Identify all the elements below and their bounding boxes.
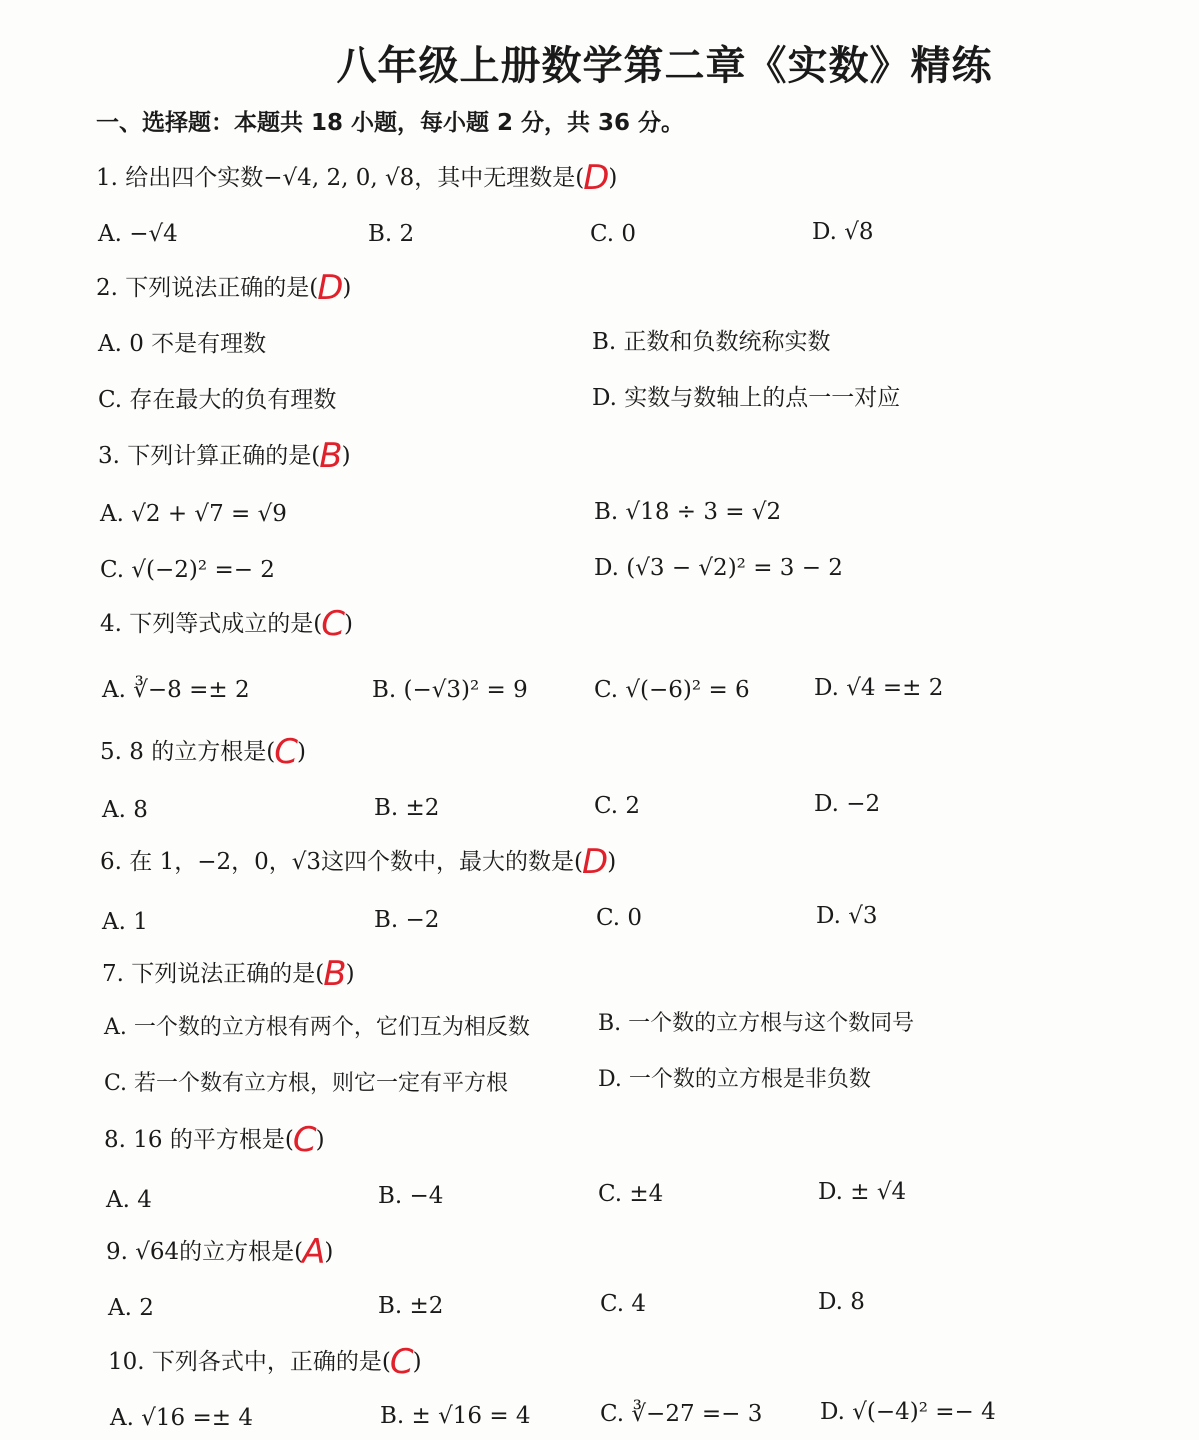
answer-mark: C [321,604,345,644]
option-b: B. 2 [368,221,415,247]
answer-mark: D [317,268,344,308]
question-close: ) [324,1239,334,1265]
question-1 [96,158,618,198]
option-b: B. ± √16 = 4 [380,1403,531,1429]
option-b: B. 一个数的立方根与这个数同号 [598,1011,915,1036]
question-6 [100,842,617,882]
answer-mark: D [582,842,609,882]
option-a: A. √2 + √7 = √9 [100,501,287,527]
option-b: B. −2 [374,907,440,933]
option-d: D. √8 [812,219,874,245]
answer-mark: D [583,158,610,198]
question-close: ) [412,1349,422,1375]
option-a: A. 4 [106,1187,152,1213]
option-c: C. 若一个数有立方根，则它一定有平方根 [104,1071,509,1096]
question-stem: 8. 16 的平方根是( [104,1127,294,1153]
option-b: B. ±2 [374,795,440,821]
option-d: D. ± √4 [818,1179,907,1205]
answer-mark: A [302,1232,326,1272]
question-stem: 10. 下列各式中，正确的是( [108,1349,391,1375]
question-stem: 2. 下列说法正确的是( [96,275,319,301]
option-c: C. 2 [594,793,641,819]
option-b: B. −4 [378,1183,444,1209]
question-7 [102,954,355,994]
question-close: ) [296,739,306,765]
option-a: A. ∛−8 =± 2 [102,677,250,703]
question-close: ) [345,961,355,987]
answer-mark: C [389,1342,414,1382]
option-b: B. 正数和负数统称实数 [592,329,831,355]
option-c: C. 0 [590,221,637,247]
question-2 [96,268,352,308]
question-4 [100,604,353,644]
question-close: ) [607,849,617,875]
option-d: D. 8 [818,1289,865,1315]
option-d: D. 一个数的立方根是非负数 [598,1067,871,1092]
option-d: D. −2 [814,791,881,817]
question-10 [108,1342,422,1382]
question-8 [104,1120,325,1160]
question-close: ) [343,611,353,637]
option-a: A. 8 [102,797,148,823]
option-a: A. 1 [102,909,148,935]
option-a: A. −√4 [98,221,178,247]
option-d: D. 实数与数轴上的点一一对应 [592,385,901,411]
question-stem: 5. 8 的立方根是( [100,739,276,765]
question-5 [100,732,306,772]
option-d: D. √3 [816,903,878,929]
question-stem: 9. √64的立方根是( [106,1239,304,1265]
option-c: C. ±4 [598,1181,664,1207]
question-stem: 6. 在 1，−2，0，√3这四个数中，最大的数是( [100,849,583,875]
option-d: D. (√3 − √2)² = 3 − 2 [594,555,843,581]
option-c: C. √(−2)² =− 2 [100,557,275,583]
option-b: B. ±2 [378,1293,444,1319]
page-title: 八年级上册数学第二章《实数》精练 [336,43,993,89]
question-close: ) [608,165,618,191]
question-3 [98,436,351,476]
question-close: ) [342,275,352,301]
answer-mark: B [323,954,347,994]
question-9 [106,1232,334,1272]
answer-mark: C [292,1120,317,1160]
option-a: A. 0 不是有理数 [98,331,267,357]
question-stem: 4. 下列等式成立的是( [100,611,323,637]
question-stem: 1. 给出四个实数−√4, 2, 0, √8，其中无理数是( [96,165,585,191]
option-c: C. √(−6)² = 6 [594,677,750,703]
option-c: C. 存在最大的负有理数 [98,387,337,413]
question-stem: 7. 下列说法正确的是( [102,961,325,987]
section-heading: 一、选择题：本题共 18 小题，每小题 2 分，共 36 分。 [96,110,685,136]
question-stem: 3. 下列计算正确的是( [98,443,321,469]
option-a: A. 一个数的立方根有两个，它们互为相反数 [104,1015,530,1040]
option-c: C. ∛−27 =− 3 [600,1401,763,1427]
option-c: C. 0 [596,905,643,931]
answer-mark: B [319,436,343,476]
answer-mark: C [274,732,298,772]
option-d: D. √4 =± 2 [814,675,944,701]
question-close: ) [341,443,351,469]
question-close: ) [315,1127,325,1153]
option-a: A. 2 [108,1295,154,1321]
option-b: B. √18 ÷ 3 = √2 [594,499,782,525]
option-d: D. √(−4)² =− 4 [820,1399,996,1425]
option-b: B. (−√3)² = 9 [372,677,528,703]
option-a: A. √16 =± 4 [110,1405,253,1431]
option-c: C. 4 [600,1291,647,1317]
